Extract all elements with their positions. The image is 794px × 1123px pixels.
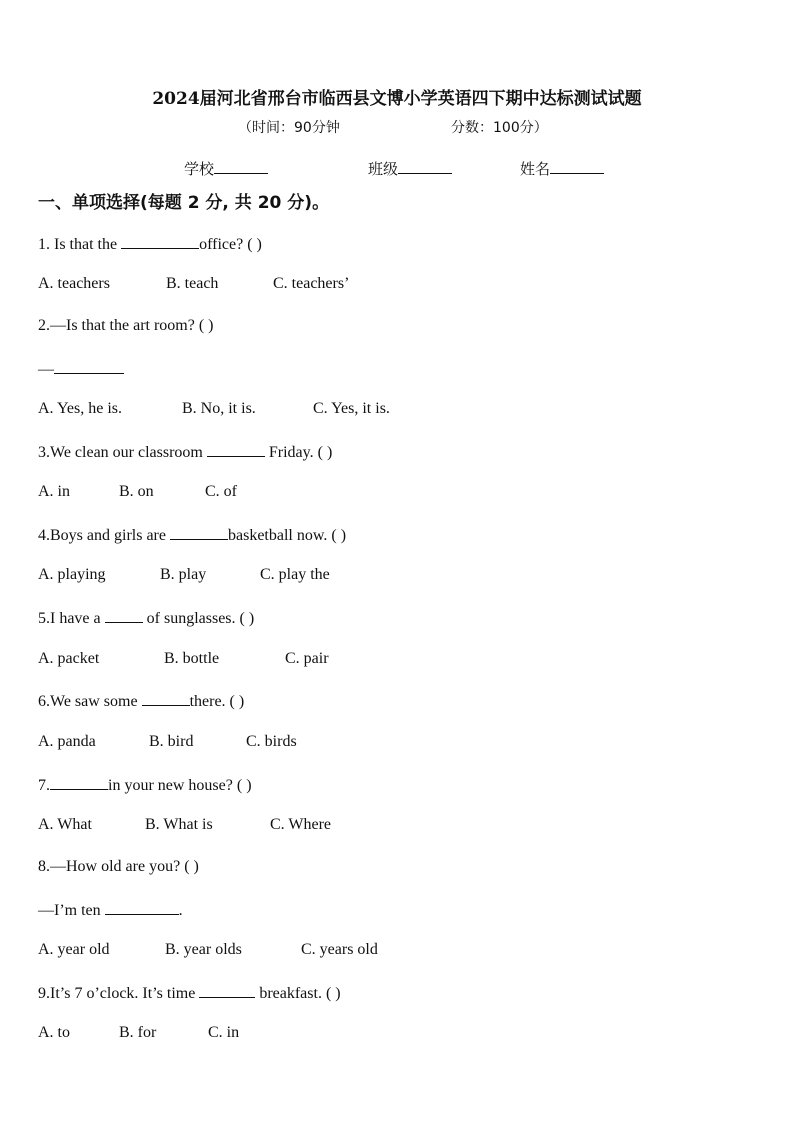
question-3-text-b: Friday. ( ) [264,444,333,461]
question-2-option-a[interactable]: A. Yes, he is. [38,400,123,417]
question-6-option-c[interactable]: C. birds [246,733,297,750]
question-8-option-c[interactable]: C. years old [301,941,378,958]
question-8-text-b: . [178,902,183,919]
question-9-text-b: breakfast. ( ) [255,985,341,1002]
question-1-blank[interactable] [121,233,199,249]
question-4 [38,524,346,546]
question-4-option-b[interactable]: B. play [160,566,207,583]
question-7-text-a: 7. [38,777,50,794]
question-5-option-a[interactable]: A. packet [38,650,100,667]
exam-time: （时间：90分钟 [238,120,340,136]
question-1 [38,233,262,255]
question-9-blank[interactable] [199,982,255,998]
question-2-blank[interactable] [54,358,124,374]
question-4-blank[interactable] [170,524,228,540]
question-2-dash: — [38,361,54,378]
question-1-text-b: office? ( ) [199,236,262,253]
question-5-blank[interactable] [105,607,143,623]
question-3-blank[interactable] [207,441,265,457]
question-9-option-a[interactable]: A. to [38,1024,70,1041]
question-6-option-a[interactable]: A. panda [38,733,96,750]
question-8-answer-line [38,899,183,921]
question-3 [38,441,332,463]
question-4-option-a[interactable]: A. playing [38,566,106,583]
question-3-option-a[interactable]: A. in [38,483,70,500]
question-1-text-a: 1. Is that the [38,236,122,253]
question-7-option-b[interactable]: B. What is [145,816,213,833]
question-6-text-b: there. ( ) [189,693,245,710]
question-5-option-c[interactable]: C. pair [285,650,329,667]
school-label: 学校 [184,160,215,178]
class-field[interactable] [368,158,452,179]
page-title: 2024届河北省邢台市临西县文博小学英语四下期中达标测试试题 [152,89,642,109]
question-2-answer-line [38,358,124,380]
question-2-option-b[interactable]: B. No, it is. [182,400,256,417]
class-blank[interactable] [398,159,452,174]
question-5-option-b[interactable]: B. bottle [164,650,220,667]
question-8-blank[interactable] [105,899,179,915]
question-5-text-b: of sunglasses. ( ) [142,610,255,627]
question-8-text-a: —I’m ten [38,902,105,919]
question-8-option-a[interactable]: A. year old [38,941,110,958]
name-label: 姓名 [520,160,551,178]
question-3-text-a: 3.We clean our classroom [38,444,207,461]
question-7-option-c[interactable]: C. Where [270,816,332,833]
question-6-text-a: 6.We saw some [38,693,142,710]
question-3-option-c[interactable]: C. of [205,483,237,500]
question-2: 2.—Is that the art room? ( ) [38,317,214,334]
question-5 [38,607,254,629]
question-6 [38,690,244,712]
question-1-option-b[interactable]: B. teach [166,275,219,292]
section-heading: 一、单项选择(每题 2 分, 共 20 分)。 [38,193,330,213]
question-2-option-c[interactable]: C. Yes, it is. [313,400,390,417]
name-field[interactable] [520,158,604,179]
exam-score: 分数：100分） [451,120,548,136]
question-4-option-c[interactable]: C. play the [260,566,330,583]
question-8: 8.—How old are you? ( ) [38,858,199,875]
question-9-text-a: 9.It’s 7 o’clock. It’s time [38,985,200,1002]
school-field[interactable] [184,158,268,179]
question-3-option-b[interactable]: B. on [119,483,154,500]
question-5-text-a: 5.I have a [38,610,105,627]
question-6-option-b[interactable]: B. bird [149,733,194,750]
question-9-option-c[interactable]: C. in [208,1024,240,1041]
question-8-option-b[interactable]: B. year olds [165,941,242,958]
question-7-blank[interactable] [50,774,108,790]
name-blank[interactable] [550,159,604,174]
question-4-text-b: basketball now. ( ) [227,527,347,544]
question-7-option-a[interactable]: A. What [38,816,92,833]
class-label: 班级 [368,160,399,178]
question-9 [38,982,341,1004]
question-9-option-b[interactable]: B. for [119,1024,157,1041]
question-7-text-b: in your new house? ( ) [108,777,252,794]
question-6-blank[interactable] [142,690,190,706]
question-1-option-c[interactable]: C. teachers’ [273,275,350,292]
question-7 [38,774,252,796]
question-1-option-a[interactable]: A. teachers [38,275,110,292]
school-blank[interactable] [214,159,268,174]
question-4-text-a: 4.Boys and girls are [38,527,170,544]
